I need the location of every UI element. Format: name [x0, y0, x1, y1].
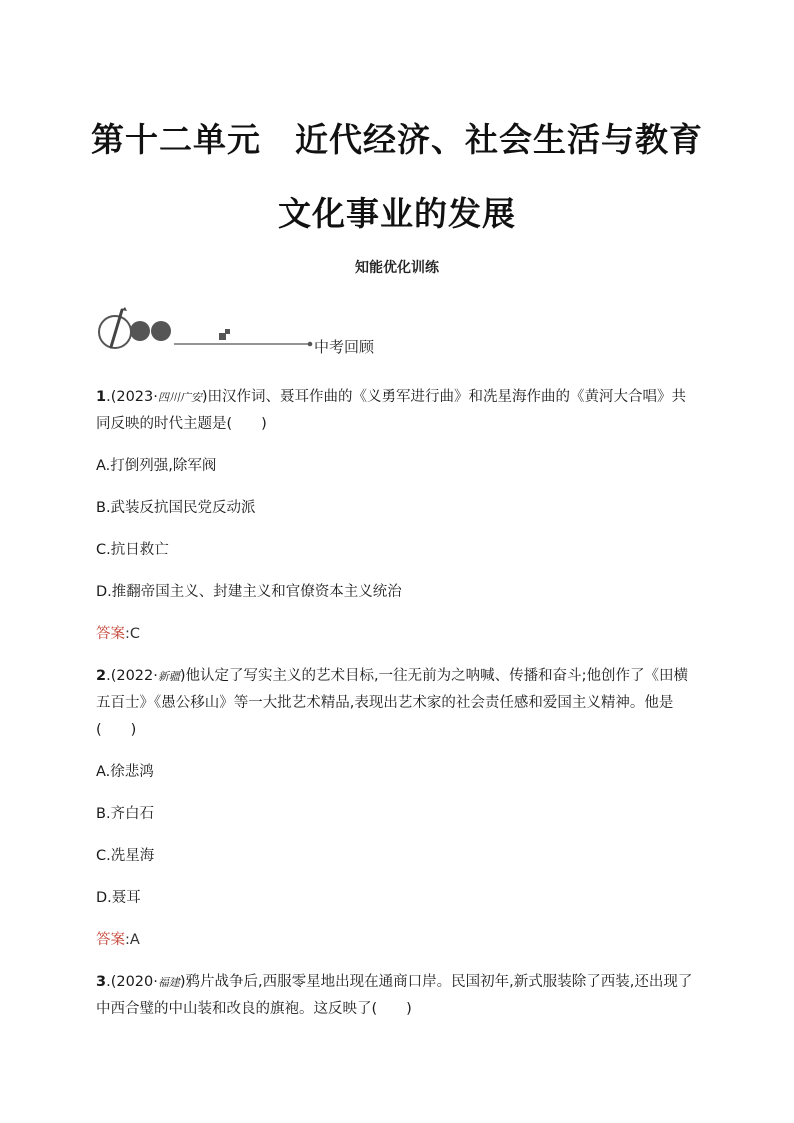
- answer-value: :C: [125, 626, 141, 642]
- answer-value: :A: [125, 932, 140, 948]
- question-source: 四川广安: [157, 391, 202, 404]
- question-1: [96, 384, 700, 648]
- answer: [96, 927, 700, 954]
- question-year: .(2022·: [106, 668, 158, 684]
- option-c: C.冼星海: [96, 848, 155, 864]
- option-c: C.抗日救亡: [96, 542, 169, 558]
- question-source: 福建: [157, 976, 180, 989]
- question-text: )鸦片战争后,西服零星地出现在通商口岸。民国初年,新式服装除了西装,还出现了中西合璧的中山装和改良的旗袍。这反映了( ): [96, 974, 693, 1017]
- option-d: D.推翻帝国主义、封建主义和官僚资本主义统治: [96, 584, 402, 600]
- question-stem: [96, 969, 700, 1023]
- question-2: [96, 663, 700, 954]
- question-text: )田汉作词、聂耳作曲的《义勇军进行曲》和冼星海作曲的《黄河大合唱》共同反映的时代主题是( ): [96, 389, 687, 432]
- page-title-line-2: 文化事业的发展: [278, 194, 516, 233]
- question-list: [96, 384, 700, 1038]
- question-year: .(2020·: [106, 974, 158, 990]
- option-a: A.打倒列强,除军阀: [96, 458, 217, 474]
- question-number: 2: [96, 668, 107, 684]
- question-stem: [96, 663, 700, 744]
- option-a: A.徐悲鸿: [96, 764, 154, 780]
- question-source: 新疆: [157, 670, 180, 683]
- question-stem: [96, 384, 700, 438]
- page-title-line-1: 第十二单元 近代经济、社会生活与教育: [91, 120, 703, 159]
- answer-label: 答案: [96, 932, 125, 948]
- answer-label: 答案: [96, 626, 125, 642]
- question-number: 1: [96, 389, 107, 405]
- question-number: 3: [96, 974, 107, 990]
- option-b: B.齐白石: [96, 806, 155, 822]
- answer: [96, 621, 700, 648]
- page-subtitle: 知能优化训练: [355, 260, 439, 276]
- option-d: D.聂耳: [96, 890, 141, 906]
- option-b: B.武装反抗国民党反动派: [96, 500, 256, 516]
- question-year: .(2023·: [106, 389, 158, 405]
- question-3: [96, 969, 700, 1023]
- section-label: 中考回顾: [314, 338, 375, 356]
- question-text: )他认定了写实主义的艺术目标,一往无前为之呐喊、传播和奋斗;他创作了《田横五百士》《愚公移山》等一大批艺术精品,表现出艺术家的社会责任感和爱国主义精神。他是( ): [96, 668, 689, 738]
